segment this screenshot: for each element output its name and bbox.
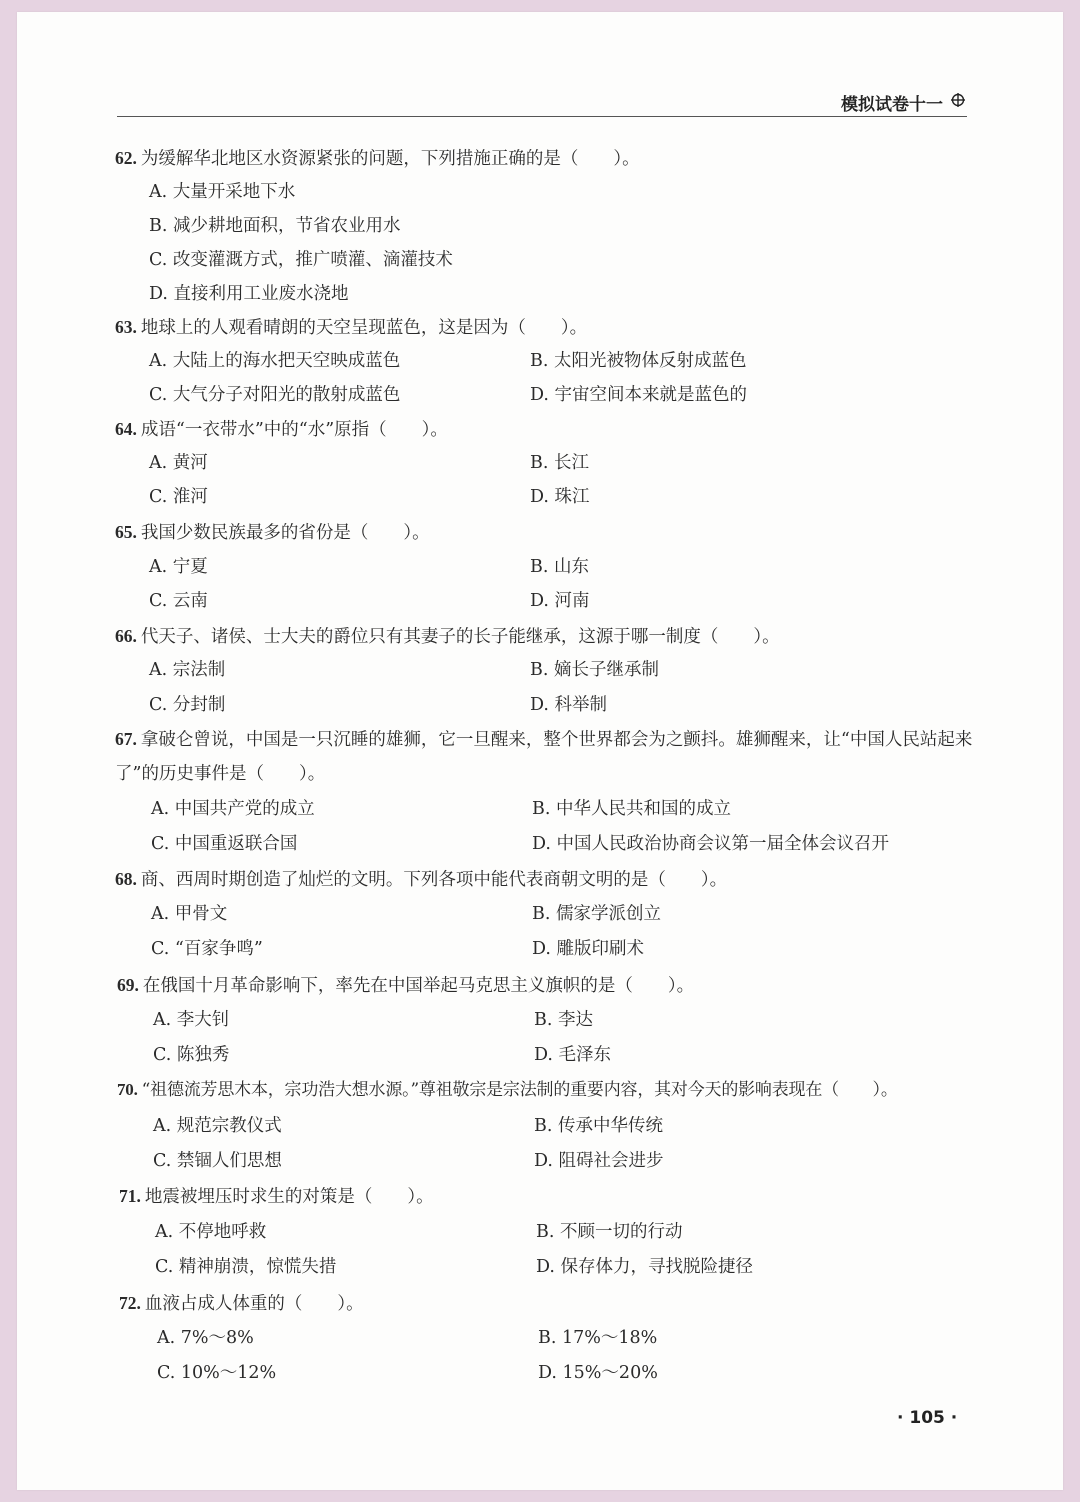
q62-option-b[interactable]: B. 减少耕地面积，节省农业用水 xyxy=(149,216,401,236)
question-67: 67. 拿破仑曾说，中国是一只沉睡的雄狮，它一旦醒来，整个世界都会为之颤抖。雄狮醒来，让“中国人民站起来了”的历史事件是（ ）。 xyxy=(115,729,973,784)
q63-option-c[interactable]: C. 大气分子对阳光的散射成蓝色 xyxy=(149,385,401,405)
q72-option-c[interactable]: C. 10%～12% xyxy=(157,1363,277,1383)
q66-option-c[interactable]: C. 分封制 xyxy=(149,695,226,715)
question-70: 70. “祖德流芳思木本，宗功浩大想水源。”尊祖敬宗是宗法制的重要内容，其对今天的影响表现在（ ）。 xyxy=(117,1080,898,1100)
q70-option-d[interactable]: D. 阻碍社会进步 xyxy=(534,1151,664,1171)
q64-option-d[interactable]: D. 珠江 xyxy=(530,487,590,507)
question-69-stem: 在俄国十月革命影响下，率先在中国举起马克思主义旗帜的是（ ）。 xyxy=(142,976,695,996)
q62-option-c[interactable]: C. 改变灌溉方式，推广喷灌、滴灌技术 xyxy=(149,250,453,270)
question-71-stem: 地震被埋压时求生的对策是（ ）。 xyxy=(144,1187,434,1207)
question-62-stem: 为缓解华北地区水资源紧张的问题，下列措施正确的是（ ）。 xyxy=(140,149,640,169)
q72-option-b[interactable]: B. 17%～18% xyxy=(538,1328,658,1348)
q62-option-a[interactable]: A. 大量开采地下水 xyxy=(149,182,296,202)
question-63: 63. 地球上的人观看晴朗的天空呈现蓝色，这是因为（ ）。 xyxy=(115,317,588,338)
q67-option-b[interactable]: B. 中华人民共和国的成立 xyxy=(532,799,731,819)
q70-option-c[interactable]: C. 禁锢人们思想 xyxy=(153,1151,282,1171)
q68-option-b[interactable]: B. 儒家学派创立 xyxy=(532,904,661,924)
q67-option-a[interactable]: A. 中国共产党的成立 xyxy=(151,799,315,819)
q72-option-a[interactable]: A. 7%～8% xyxy=(157,1328,254,1348)
header-title: 模拟试卷十一 xyxy=(841,95,943,115)
question-64: 64. 成语“一衣带水”中的“水”原指（ ）。 xyxy=(115,419,448,440)
q62-option-d[interactable]: D. 直接利用工业废水浇地 xyxy=(149,284,349,304)
question-list xyxy=(17,12,1063,1490)
question-68-stem: 商、西周时期创造了灿烂的文明。下列各项中能代表商朝文明的是（ ）。 xyxy=(140,870,728,890)
q65-option-d[interactable]: D. 河南 xyxy=(530,591,590,611)
question-72-stem: 血液占成人体重的（ ）。 xyxy=(144,1294,364,1314)
q68-option-c[interactable]: C. “百家争鸣” xyxy=(151,939,263,959)
page-number: · 105 · xyxy=(897,1408,958,1428)
question-67-stem: 拿破仑曾说，中国是一只沉睡的雄狮，它一旦醒来，整个世界都会为之颤抖。雄狮醒来，让“中国人民站起来了”的历史事件是（ ）。 xyxy=(115,730,973,784)
q66-option-a[interactable]: A. 宗法制 xyxy=(149,660,226,680)
q71-option-a[interactable]: A. 不停地呼救 xyxy=(155,1222,267,1242)
q70-option-a[interactable]: A. 规范宗教仪式 xyxy=(153,1116,282,1136)
question-63-stem: 地球上的人观看晴朗的天空呈现蓝色，这是因为（ ）。 xyxy=(140,318,588,338)
q63-option-a[interactable]: A. 大陆上的海水把天空映成蓝色 xyxy=(149,351,401,371)
q67-option-c[interactable]: C. 中国重返联合国 xyxy=(151,834,298,854)
q69-option-b[interactable]: B. 李达 xyxy=(534,1010,593,1030)
q65-option-c[interactable]: C. 云南 xyxy=(149,591,208,611)
question-72: 72. 血液占成人体重的（ ）。 xyxy=(119,1293,364,1314)
question-71: 71. 地震被埋压时求生的对策是（ ）。 xyxy=(119,1186,434,1207)
q69-option-a[interactable]: A. 李大钊 xyxy=(153,1010,230,1030)
q69-option-d[interactable]: D. 毛泽东 xyxy=(534,1045,612,1065)
question-66: 66. 代天子、诸侯、士大夫的爵位只有其妻子的长子能继承，这源于哪一制度（ ）。 xyxy=(115,626,780,647)
q63-option-b[interactable]: B. 太阳光被物体反射成蓝色 xyxy=(530,351,747,371)
question-62: 62. 为缓解华北地区水资源紧张的问题，下列措施正确的是（ ）。 xyxy=(115,148,640,169)
q66-option-b[interactable]: B. 嫡长子继承制 xyxy=(530,660,659,680)
q65-option-a[interactable]: A. 宁夏 xyxy=(149,557,208,577)
q65-option-b[interactable]: B. 山东 xyxy=(530,557,589,577)
q71-option-b[interactable]: B. 不顾一切的行动 xyxy=(536,1222,683,1242)
q72-option-d[interactable]: D. 15%～20% xyxy=(538,1363,658,1383)
q64-option-c[interactable]: C. 淮河 xyxy=(149,487,208,507)
q71-option-d[interactable]: D. 保存体力，寻找脱险捷径 xyxy=(536,1257,754,1277)
q64-option-a[interactable]: A. 黄河 xyxy=(149,453,208,473)
q68-option-a[interactable]: A. 甲骨文 xyxy=(151,904,228,924)
q63-option-d[interactable]: D. 宇宙空间本来就是蓝色的 xyxy=(530,385,748,405)
question-65: 65. 我国少数民族最多的省份是（ ）。 xyxy=(115,522,430,543)
exam-page xyxy=(17,12,1063,1490)
q71-option-c[interactable]: C. 精神崩溃，惊慌失措 xyxy=(155,1257,337,1277)
q70-option-b[interactable]: B. 传承中华传统 xyxy=(534,1116,663,1136)
q67-option-d[interactable]: D. 中国人民政治协商会议第一届全体会议召开 xyxy=(532,834,890,854)
q66-option-d[interactable]: D. 科举制 xyxy=(530,695,608,715)
question-68: 68. 商、西周时期创造了灿烂的文明。下列各项中能代表商朝文明的是（ ）。 xyxy=(115,869,728,890)
q68-option-d[interactable]: D. 雕版印刷术 xyxy=(532,939,645,959)
question-66-stem: 代天子、诸侯、士大夫的爵位只有其妻子的长子能继承，这源于哪一制度（ ）。 xyxy=(140,627,780,647)
question-65-stem: 我国少数民族最多的省份是（ ）。 xyxy=(140,523,430,543)
question-69: 69. 在俄国十月革命影响下，率先在中国举起马克思主义旗帜的是（ ）。 xyxy=(117,975,695,996)
q64-option-b[interactable]: B. 长江 xyxy=(530,453,589,473)
question-70-stem: “祖德流芳思木本，宗功浩大想水源。”尊祖敬宗是宗法制的重要内容，其对今天的影响表现在（ ）。 xyxy=(141,1080,898,1100)
question-64-stem: 成语“一衣带水”中的“水”原指（ ）。 xyxy=(140,420,448,440)
q69-option-c[interactable]: C. 陈独秀 xyxy=(153,1045,230,1065)
